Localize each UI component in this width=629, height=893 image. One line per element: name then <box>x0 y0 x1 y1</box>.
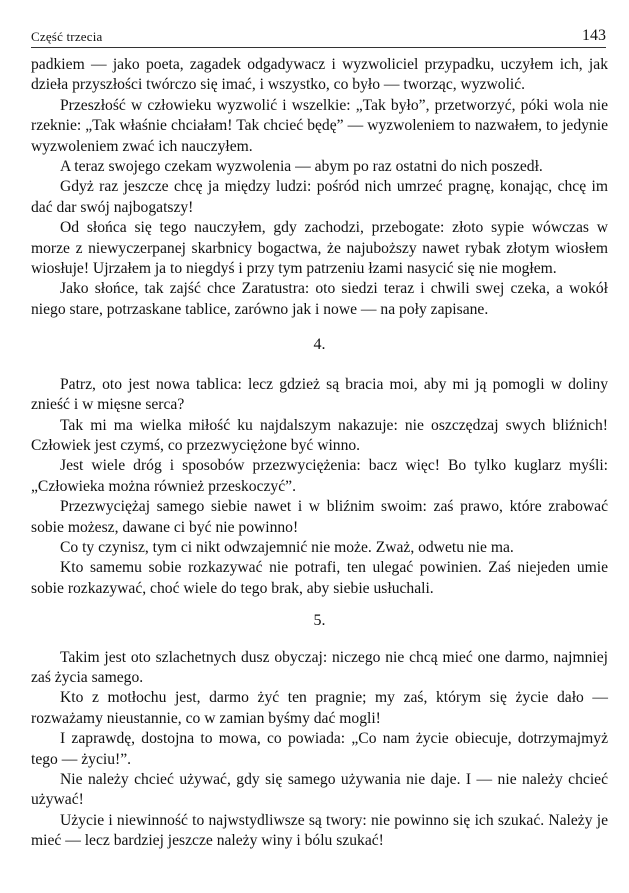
paragraph: padkiem — jako poeta, zagadek odgadywacz i wyzwoliciel przypadku, uczyłem ich, jak dzieła przyszłości twórczo się imać, i wszystko, co było — tworząc, wyzwolić. <box>31 56 608 94</box>
page-number: 143 <box>582 27 606 44</box>
paragraph: Jako słońce, tak zajść chce Zaratustra: oto siedzi teraz i chwili swej czeka, a wokół niego stare, potrzaskane tablice, zarówno jak i nowe — na poły zapisane. <box>31 280 608 318</box>
paragraph: Jest wiele dróg i sposobów przezwyciężenia: bacz więc! Bo tylko kuglarz myśli: „Człowieka można również przeskoczyć”. <box>31 457 608 495</box>
paragraph: Tak mi ma wielka miłość ku najdalszym nakazuje: nie oszczędzaj swych bliźnich! Człowiek jest czymś, co przezwyciężone być winno. <box>31 416 608 454</box>
paragraph: A teraz swojego czekam wyzwolenia — abym po raz ostatni do nich poszedł. <box>60 158 543 176</box>
paragraph: Od słońca się tego nauczyłem, gdy zachodzi, przebogate: złoto sypie wówczas w morze z niewyczerpanej skarbnicy bogactwa, że najuboższy nawet rybak złotym wiosłem wiosłuje! Ujrzałem ja to niegdyś i przy tym patrzeniu łzami nasycić się nie mogłem. <box>31 219 608 278</box>
chapter-title: Część trzecia <box>31 29 103 44</box>
paragraph: Kto samemu sobie rozkazywać nie potrafi, ten ulegać powinien. Zaś niejeden umie sobie rozkazywać, choć wiele do tego brak, aby siebie usłuchali. <box>31 559 608 597</box>
paragraph: Co ty czynisz, tym ci nikt odwzajemnić nie może. Zważ, odwetu nie ma. <box>60 538 514 556</box>
paragraph: Patrz, oto jest nowa tablica: lecz gdzież są bracia moi, aby mi ją pomogli w doliny znieść i w mięsne serca? <box>31 375 608 414</box>
page-body <box>31 55 608 852</box>
paragraph: Takim jest oto szlachetnych dusz obyczaj: niczego nie chcą mieć one darmo, najmniej zaś życia samego. <box>31 648 608 686</box>
paragraph: Przezwyciężaj samego siebie nawet i w bliźnim swoim: zaś prawo, które zrabować sobie możesz, dawane ci być nie powinno! <box>31 498 608 536</box>
section-heading-5: 5. <box>313 612 326 630</box>
section-heading-4: 4. <box>313 336 326 354</box>
paragraph: Gdyż raz jeszcze chcę ja między ludzi: pośród nich umrzeć pragnę, konając, chcę im dać dar swój najbogatszy! <box>31 178 608 216</box>
paragraph: Użycie i niewinność to najwstydliwsze są twory: nie powinno się ich szukać. Należy je mieć — lecz bardziej jeszcze należy winy i bólu szukać! <box>31 811 608 850</box>
paragraph: I zaprawdę, dostojna to mowa, co powiada: „Co nam życie obiecuje, dotrzymajmyż tego — życiu!”. <box>31 730 608 768</box>
paragraph: Przeszłość w człowieku wyzwolić i wszelkie: „Tak było”, przetworzyć, póki wola nie rzeknie: „Tak właśnie chciałam! Tak chcieć będę” — wyzwoleniem to nazwałem, to jedynie wyzwoleniem zwać ich nauczyłem. <box>31 96 608 155</box>
paragraph: Nie należy chcieć używać, gdy się samego używania nie daje. I — nie należy chcieć używać! <box>31 771 608 809</box>
running-header <box>31 29 606 48</box>
paragraph: Kto z motłochu jest, darmo żyć ten pragnie; my zaś, którym się życie dało — rozważamy nieustannie, co w zamian byśmy dać mogli! <box>31 689 608 727</box>
